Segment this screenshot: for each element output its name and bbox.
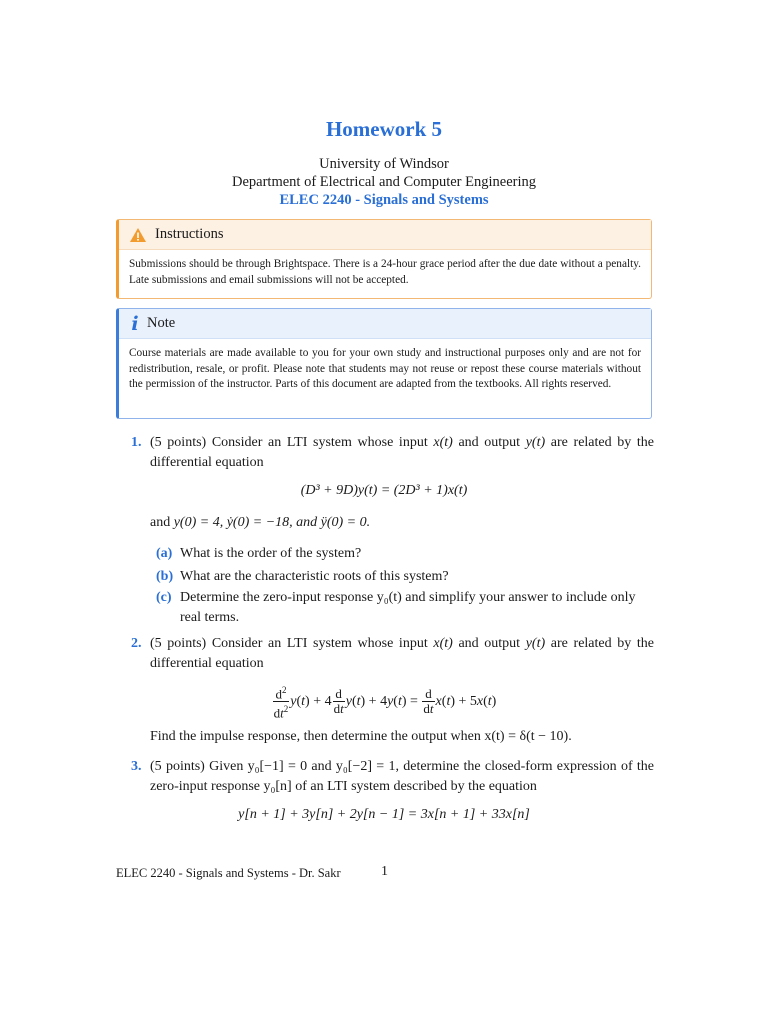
problem-2 xyxy=(118,634,654,673)
problem-1-conditions xyxy=(150,515,654,531)
problem-1-part-b xyxy=(150,567,654,587)
problem-number: 3. xyxy=(131,759,142,774)
problem-3 xyxy=(118,757,654,796)
problem-number: 1. xyxy=(131,435,142,450)
problem-3-equation: y[n + 1] + 3y[n] + 2y[n − 1] = 3x[n + 1] + 33x[n] xyxy=(238,807,530,822)
part-label: (a) xyxy=(156,546,173,561)
problem-3-statement: (5 points) Given y₀[−1] = 0 and y₀[−2] = 1, determine the closed-form expression of the zero-input response y₀[n] of an LTI system described by the equation xyxy=(150,759,654,794)
part-text: What are the characteristic roots of this system? xyxy=(180,569,449,584)
problem-1-tail: are related by the differential equation xyxy=(150,435,654,470)
page-title: Homework 5 xyxy=(325,117,443,141)
note-box xyxy=(116,308,652,419)
problem-1-statement xyxy=(150,433,654,472)
problem-2-statement xyxy=(150,634,654,673)
page-number: 1 xyxy=(381,864,388,879)
info-icon: i xyxy=(131,312,139,335)
department-name: Department of Electrical and Computer Engineering xyxy=(232,174,536,190)
part-text: Determine the zero-input response y₀(t) and simplify your answer to include only real terms. xyxy=(180,590,636,625)
problem-1-part-c xyxy=(150,588,654,627)
problem-2-followup: Find the impulse response, then determine the output when x(t) = δ(t − 10). xyxy=(150,729,572,744)
problem-2-equation: $\frac{d^2}{dt^2}$ y(t) + 4 $\frac{d}{dt}$ y(t) + 4y(t) = $\frac{d}{dt}$ x(t) + 5x(t) xyxy=(273,685,497,721)
fraction-d-dt: $\frac{d}{dt}$ xyxy=(423,686,434,717)
problem-1-lead: (5 points) Consider an LTI system whose input xyxy=(150,435,428,450)
problem-1-part-a xyxy=(150,544,654,564)
note-text: Course materials are made available to you for your own study and instructional purposes only and are not for redistribution, resale, or profit. Please note that students may not reuse or repost these course materials without the permission of the instructor. Parts of this document are adapted from the textbooks. All rights reserved. xyxy=(129,347,641,390)
note-label: Note xyxy=(147,315,176,331)
instructions-box xyxy=(116,219,652,299)
conditions-prefix: and xyxy=(150,515,171,530)
conditions-values: y(0) = 4, ẏ(0) = −18, and ÿ(0) = 0. xyxy=(173,515,371,530)
warning-icon xyxy=(129,227,147,243)
instructions-label: Instructions xyxy=(155,226,224,242)
problem-1-equation: (D³ + 9D)y(t) = (2D³ + 1)x(t) xyxy=(300,483,468,498)
footer-course: ELEC 2240 - Signals and Systems - Dr. Sakr xyxy=(116,866,341,880)
problem-2-mid: and output xyxy=(458,636,521,651)
part-label: (c) xyxy=(156,590,172,605)
note-header xyxy=(119,309,651,339)
fraction-d2-dt2: $\frac{d^2}{dt^2}$ xyxy=(273,685,289,721)
course-title: ELEC 2240 - Signals and Systems xyxy=(279,192,489,208)
instructions-header xyxy=(119,220,651,250)
math-x-of-t: x(t) xyxy=(433,636,453,651)
instructions-text: Submissions should be through Brightspace. There is a 24-hour grace period after the due date without a penalty. Late submissions and email submissions will not be accepted. xyxy=(129,258,641,286)
problem-1 xyxy=(118,433,654,472)
problem-2-tail: are related by the differential equation xyxy=(150,636,654,671)
part-label: (b) xyxy=(156,569,174,584)
fraction-d-dt: $\frac{d}{dt}$ xyxy=(333,686,344,717)
problem-1-mid: and output xyxy=(458,435,521,450)
problem-number: 2. xyxy=(131,636,142,651)
math-y-of-t: y(t) xyxy=(525,636,546,651)
part-text: What is the order of the system? xyxy=(180,546,362,561)
math-x-of-t: x(t) xyxy=(433,435,453,450)
math-y-of-t: y(t) xyxy=(525,435,546,450)
university-name: University of Windsor xyxy=(319,156,449,172)
problem-2-lead: (5 points) Consider an LTI system whose input xyxy=(150,636,428,651)
